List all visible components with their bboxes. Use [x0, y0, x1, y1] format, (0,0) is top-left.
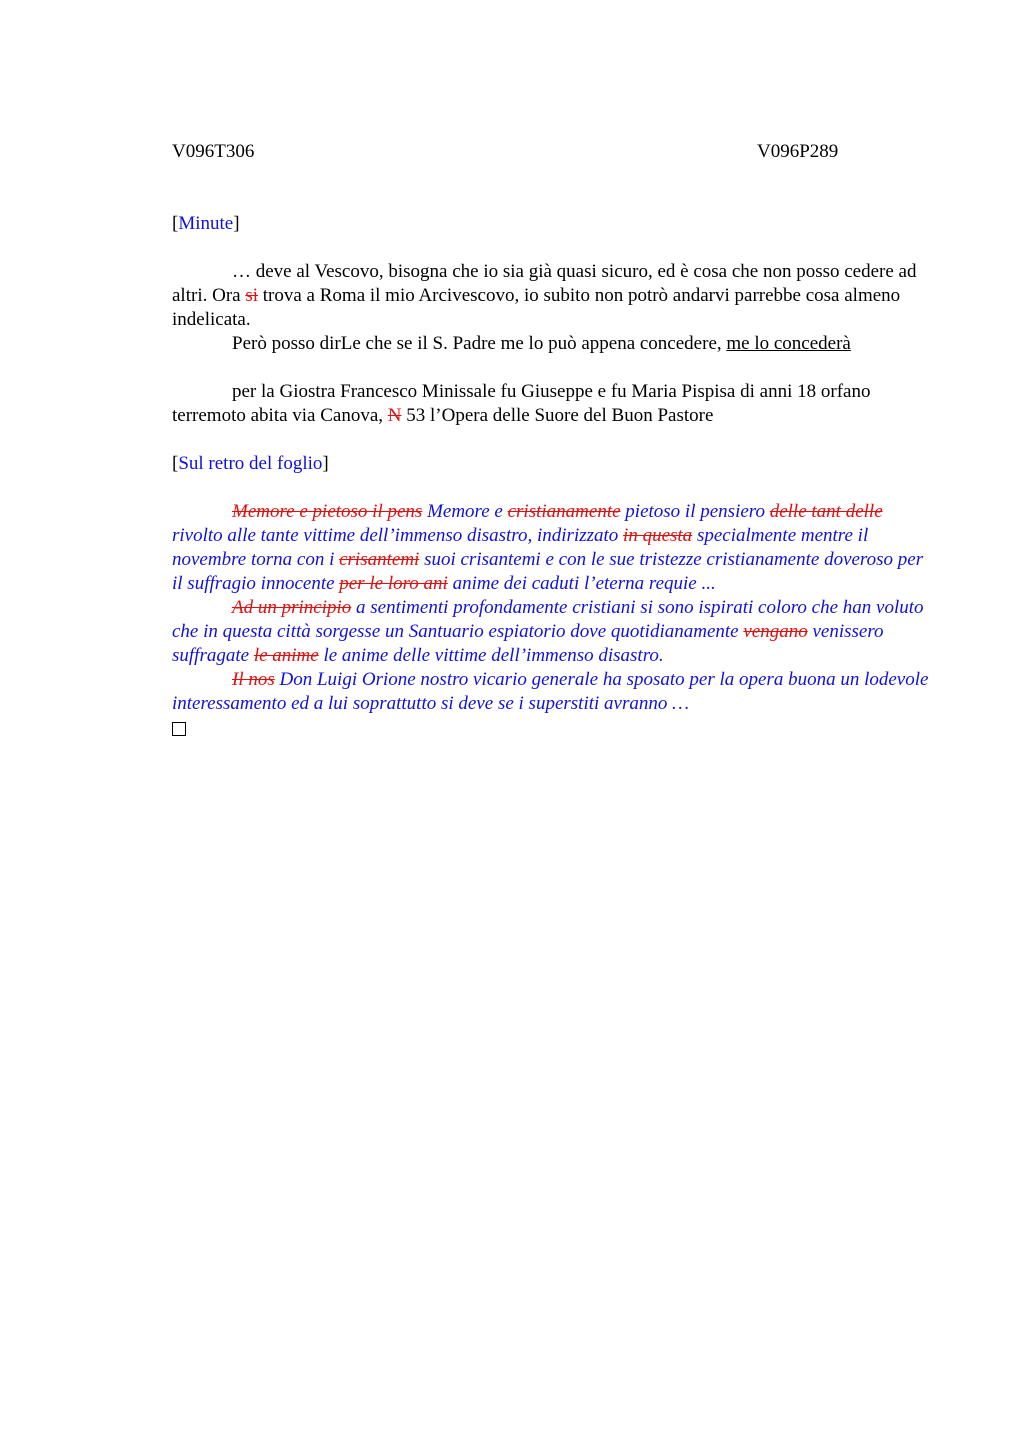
text-run: trova a Roma il mio Arcivescovo, io subito non potrò andarvi parrebbe cosa almeno indelicata. — [172, 285, 901, 330]
text-run: specialmente mentre il novembre torna con i — [172, 525, 869, 570]
text-run: 53 l’Opera delle Suore del Buon Pastore — [401, 405, 714, 426]
document-page — [172, 140, 932, 736]
text-run: per la Giostra Francesco Minissale fu Giuseppe e fu Maria Pispisa di anni 18 orfano terremoto abita via Canova, — [172, 381, 871, 426]
deleted-text: cristianamente — [507, 501, 621, 522]
deleted-text: Ad un principio — [232, 597, 352, 618]
text-run: Memore e — [422, 501, 508, 522]
text-run: venissero suffragate — [172, 621, 884, 666]
document-code-left: V096T306 — [172, 141, 255, 162]
deleted-text: in questa — [623, 525, 693, 546]
deleted-text: crisantemi — [339, 549, 420, 570]
text-run: … deve al Vescovo, bisogna che io sia già quasi sicuro, ed è cosa che non posso cedere ad altri. Ora — [172, 261, 917, 306]
deleted-text: Memore e pietoso il pens — [232, 501, 423, 522]
section-label-minute: [Minute] — [172, 213, 240, 234]
text-run: Però posso dirLe che se il S. Padre me lo può appena concedere, — [232, 333, 727, 354]
deleted-text: si — [245, 285, 259, 306]
text-run: Don Luigi Orione nostro vicario generale ha sposato per la opera buona un lodevole interessamento ed a lui soprattutto si deve se i superstiti avranno … — [172, 669, 929, 714]
text-run: a sentimenti profondamente cristiani si sono ispirati coloro che han voluto che in questa città sorgesse un Santuario espiatorio dove quotidianamente — [172, 597, 924, 642]
text-run: le anime delle vittime dell’immenso disastro. — [318, 645, 664, 666]
text-run: anime dei caduti l’eterna requie ... — [447, 573, 716, 594]
deleted-text: N — [387, 405, 402, 426]
minute-paragraph-2 — [172, 332, 932, 356]
minute-paragraph-1 — [172, 260, 932, 332]
deleted-text: le anime — [253, 645, 319, 666]
section-label-retro: [Sul retro del foglio] — [172, 453, 329, 474]
document-code-right: V096P289 — [757, 141, 839, 162]
retro-paragraph-3 — [172, 668, 932, 716]
deleted-text: delle tant delle — [769, 501, 883, 522]
deleted-text: Il nos — [232, 669, 275, 690]
end-square-icon — [172, 722, 186, 736]
section-label-minute-text: Minute — [178, 213, 234, 234]
retro-paragraph-2 — [172, 596, 932, 668]
section-label-retro-text: Sul retro del foglio — [178, 453, 323, 474]
text-run: pietoso il pensiero — [620, 501, 770, 522]
deleted-text: per le loro ani — [339, 573, 448, 594]
deleted-text: vengano — [743, 621, 808, 642]
underlined-text: me lo concederà — [726, 333, 851, 354]
document-header — [172, 140, 932, 164]
minute-paragraph-3 — [172, 380, 932, 428]
text-run: suoi crisantemi e con le sue tristezze cristianamente doveroso per il suffragio innocente — [172, 549, 924, 594]
retro-paragraph-1 — [172, 500, 932, 596]
text-run: rivolto alle tante vittime dell’immenso disastro, indirizzato — [172, 525, 624, 546]
